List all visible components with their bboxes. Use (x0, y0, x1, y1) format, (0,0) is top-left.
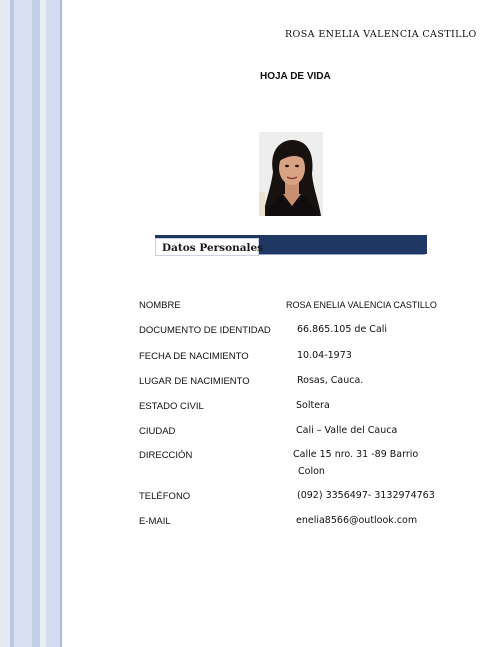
header-name: ROSA ENELIA VALENCIA CASTILLO (285, 29, 477, 40)
section-title: Datos Personales (155, 238, 259, 256)
field-value: enelia8566@outlook.com (296, 515, 418, 526)
field-value: (092) 3356497- 3132974763 (297, 490, 435, 501)
field-label: FECHA DE NACIMIENTO (139, 351, 249, 362)
field-value: ROSA ENELIA VALENCIA CASTILLO (286, 300, 437, 310)
field-value-line1: Calle 15 nro. 31 -89 Barrio (293, 449, 419, 460)
field-label: LUGAR DE NACIMIENTO (139, 376, 250, 387)
field-label: CIUDAD (139, 426, 176, 437)
field-value: 66.865.105 de Cali (297, 324, 388, 335)
field-value: Rosas, Cauca. (297, 375, 364, 386)
field-value: Cali – Valle del Cauca (296, 425, 398, 436)
field-label: DIRECCIÓN (139, 450, 193, 461)
field-label: DOCUMENTO DE IDENTIDAD (139, 325, 271, 336)
profile-photo (259, 132, 323, 216)
field-label: ESTADO CIVIL (139, 401, 204, 412)
field-label: TELÉFONO (139, 491, 191, 502)
field-value: 10.04-1973 (297, 350, 352, 361)
field-label: E-MAIL (139, 516, 171, 527)
field-label: NOMBRE (139, 300, 181, 311)
field-value-line2: Colon (298, 466, 325, 477)
section-header-bar (155, 233, 427, 259)
decorative-stripes (0, 0, 64, 647)
document-title: HOJA DE VIDA (260, 71, 331, 82)
field-value: Soltera (296, 400, 330, 411)
